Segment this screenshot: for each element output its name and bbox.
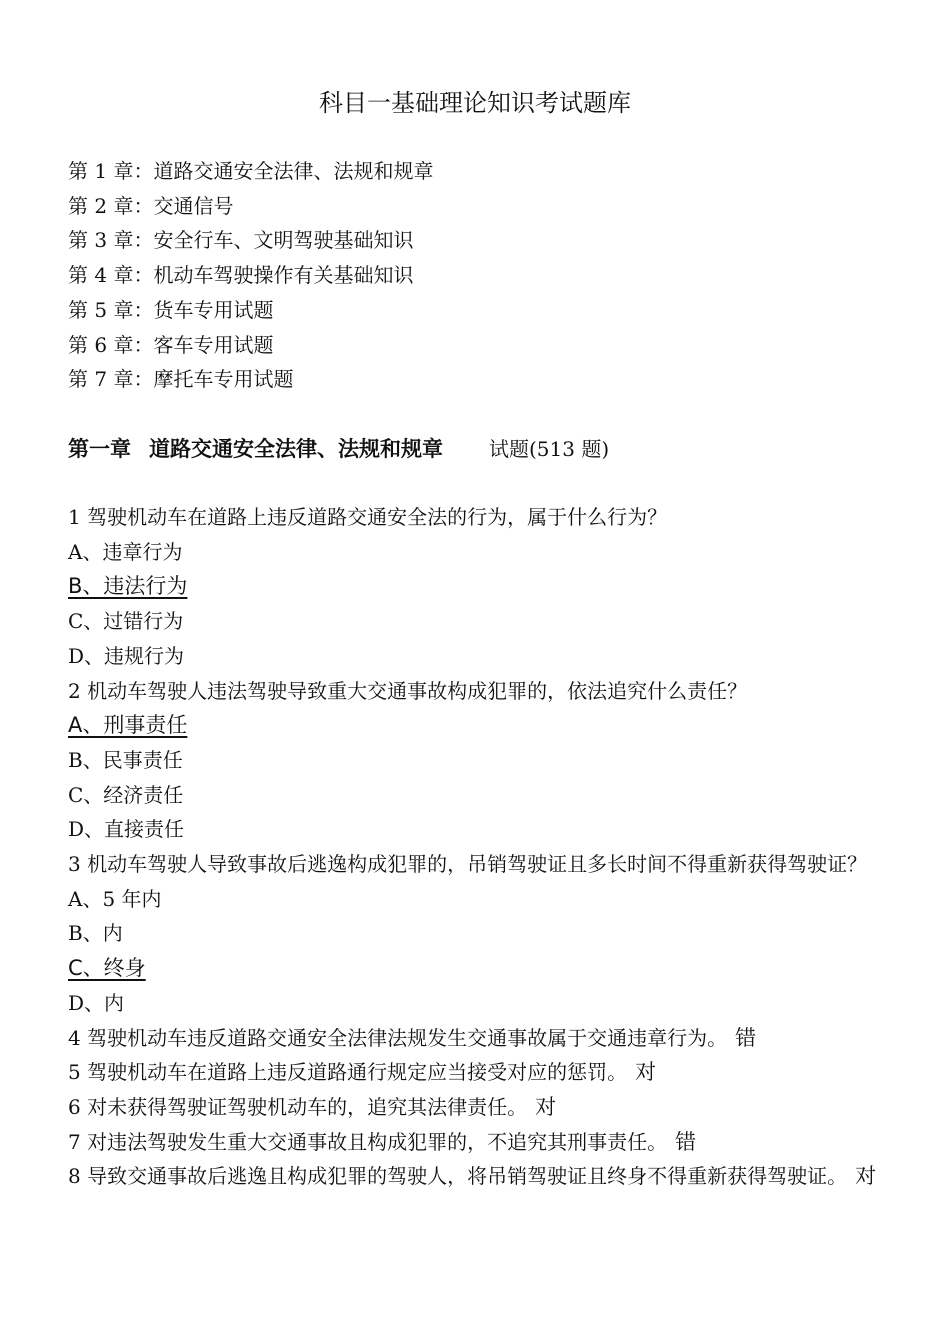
option: B、内 [68,921,123,946]
option: A、5 年内 [68,886,162,911]
judgement-answer: 错 [735,1025,757,1050]
document-title: 科目一基础理论知识考试题库 [319,89,631,117]
toc-item: 第 4 章：机动车驾驶操作有关基础知识 [68,263,414,288]
question-item [68,674,880,848]
question-item [68,500,880,674]
correct-option: C、终身 [68,956,146,981]
toc-item: 第 3 章：安全行车、文明驾驶基础知识 [68,228,414,253]
judgement-answer: 错 [675,1129,697,1154]
judgement-text: 7 对违法驾驶发生重大交通事故且构成犯罪的，不追究其刑事责任。 [68,1129,668,1154]
question-text: 2 机动车驾驶人违法驾驶导致重大交通事故构成犯罪的，依法追究什么责任？ [68,678,748,703]
judgement-item [68,1090,880,1125]
option: B、民事责任 [68,747,183,772]
toc-item: 第 1 章：道路交通安全法律、法规和规章 [68,159,434,183]
question-list [68,500,880,1194]
judgement-text: 8 导致交通事故后逃逸且构成犯罪的驾驶人，将吊销驾驶证且终身不得重新获得驾驶证。 [68,1164,848,1189]
chapter-name: 道路交通安全法律、法规和规章 [149,437,443,461]
toc-item: 第 6 章：客车专用试题 [68,332,274,357]
option: C、过错行为 [68,609,184,634]
option: D、直接责任 [68,817,185,842]
option: A、违章行为 [68,539,183,564]
chapter-prefix: 第一章 [68,437,131,461]
option: C、经济责任 [68,782,184,807]
question-item [68,847,880,1021]
judgement-text: 4 驾驶机动车违反道路交通安全法律法规发生交通事故属于交通违章行为。 [68,1025,728,1050]
judgement-item [68,1125,880,1160]
correct-option: B、违法行为 [68,574,188,599]
toc-item: 第 7 章：摩托车专用试题 [68,367,294,392]
judgement-text: 5 驾驶机动车在道路上违反道路通行规定应当接受对应的惩罚。 [68,1060,628,1085]
judgement-answer: 对 [855,1164,877,1189]
option: D、内 [68,990,125,1015]
chapter-question-count: 试题(513 题) [489,437,610,461]
judgement-answer: 对 [535,1094,557,1119]
judgement-answer: 对 [635,1060,657,1085]
judgement-text: 6 对未获得驾驶证驾驶机动车的，追究其法律责任。 [68,1094,528,1119]
toc-item: 第 5 章：货车专用试题 [68,297,274,322]
question-text: 3 机动车驾驶人导致事故后逃逸构成犯罪的，吊销驾驶证且多长时间不得重新获得驾驶证？ [68,852,868,877]
chapter-heading [68,432,609,466]
option: D、违规行为 [68,643,185,668]
question-text: 1 驾驶机动车在道路上违反道路交通安全法的行为，属于什么行为？ [68,505,668,529]
judgement-item [68,1055,880,1090]
judgement-item [68,1021,880,1056]
table-of-contents [68,154,433,397]
correct-option: A、刑事责任 [68,713,188,738]
toc-item: 第 2 章：交通信号 [68,193,234,218]
judgement-item [68,1159,880,1194]
